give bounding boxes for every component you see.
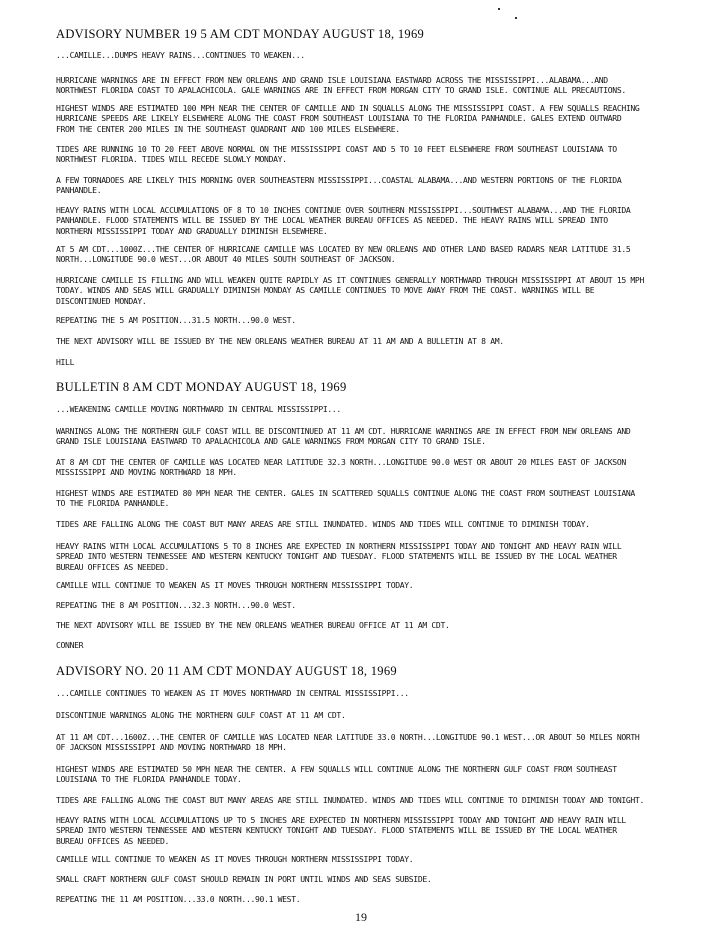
bulletin-summary: ...WEAKENING CAMILLE MOVING NORTHWARD IN CENTRAL MISSISSIPPI... xyxy=(56,404,341,414)
advisory-19-heading: ADVISORY NUMBER 19 5 AM CDT MONDAY AUGUST 18, 1969 xyxy=(56,27,425,41)
advisory-20-paragraph: HIGHEST WINDS ARE ESTIMATED 50 MPH NEAR THE CENTER. A FEW SQUALLS WILL CONTINUE ALONG THE NORTHERN GULF COAST FROM SOUTHEAST LOUISIANA TO THE FLORIDA PANHANDLE TODAY. xyxy=(56,764,617,785)
advisory-19-paragraph: HIGHEST WINDS ARE ESTIMATED 100 MPH NEAR THE CENTER OF CAMILLE AND IN SQUALLS ALONG THE MISSISSIPPI COAST. A FEW SQUALLS REACHING HURRICANE SPEEDS ARE LIKELY ELSEWHERE ALONG THE COAST FROM SOUTHEAST LOUISIANA TO THE FLORIDA PANHANDLE. GALES EXTEND OUTWARD FROM THE CENTER 200 MILES IN THE SOUTHEAST QUADRANT AND 100 MILES ELSEWHERE. xyxy=(56,103,640,134)
scan-speck xyxy=(515,17,517,19)
bulletin-paragraph: AT 8 AM CDT THE CENTER OF CAMILLE WAS LOCATED NEAR LATITUDE 32.3 NORTH...LONGITUDE 90.0 WEST OR ABOUT 20 MILES EAST OF JACKSON MISSISSIPPI AND MOVING NORTHWARD 18 MPH. xyxy=(56,457,626,478)
bulletin-paragraph: WARNINGS ALONG THE NORTHERN GULF COAST WILL BE DISCONTINUED AT 11 AM CDT. HURRICANE WARNINGS ARE IN EFFECT FROM NEW ORLEANS AND GRAND ISLE LOUISIANA EASTWARD TO APALACHICOLA AND GALE WARNINGS FROM MORGAN CITY TO GRAND ISLE. xyxy=(56,426,631,447)
bulletin-paragraph: THE NEXT ADVISORY WILL BE ISSUED BY THE NEW ORLEANS WEATHER BUREAU OFFICE AT 11 AM CDT. xyxy=(56,620,450,630)
advisory-19-paragraph: A FEW TORNADOES ARE LIKELY THIS MORNING OVER SOUTHEASTERN MISSISSIPPI...COASTAL ALABAMA...AND WESTERN PORTIONS OF THE FLORIDA PANHANDLE. xyxy=(56,175,622,196)
advisory-20-paragraph: HEAVY RAINS WITH LOCAL ACCUMULATIONS UP TO 5 INCHES ARE EXPECTED IN NORTHERN MISSISSIPPI TODAY AND TONIGHT AND HEAVY RAIN WILL SPREAD INTO WESTERN TENNESSEE AND WESTERN KENTUCKY TONIGHT AND TUESDAY. FLOOD STATEMENTS WILL BE ISSUED BY THE LOCAL WEATHER BUREAU OFFICES AS NEEDED. xyxy=(56,815,626,846)
scan-speck xyxy=(498,8,500,10)
advisory-20-paragraph: DISCONTINUE WARNINGS ALONG THE NORTHERN GULF COAST AT 11 AM CDT. xyxy=(56,710,346,720)
advisory-19-paragraph: REPEATING THE 5 AM POSITION...31.5 NORTH...90.0 WEST. xyxy=(56,315,296,325)
page-number: 19 xyxy=(355,910,367,924)
bulletin-heading: BULLETIN 8 AM CDT MONDAY AUGUST 18, 1969 xyxy=(56,380,347,394)
advisory-19-paragraph: AT 5 AM CDT...1000Z...THE CENTER OF HURRICANE CAMILLE WAS LOCATED BY NEW ORLEANS AND OTHER LAND BASED RADARS NEAR LATITUDE 31.5 NORTH...LONGITUDE 90.0 WEST...OR ABOUT 40 MILES SOUTH SOUTHEAST OF JACKSON. xyxy=(56,244,631,265)
bulletin-paragraph: HEAVY RAINS WITH LOCAL ACCUMULATIONS 5 TO 8 INCHES ARE EXPECTED IN NORTHERN MISSISSIPPI TODAY AND TONIGHT AND HEAVY RAIN WILL SPREAD INTO WESTERN TENNESSEE AND WESTERN KENTUCKY TONIGHT AND TUESDAY. FLOOD STATEMENTS WILL BE ISSUED BY THE LOCAL WEATHER BUREAU OFFICES AS NEEDED. xyxy=(56,541,622,572)
bulletin-paragraph: REPEATING THE 8 AM POSITION...32.3 NORTH...90.0 WEST. xyxy=(56,600,296,610)
bulletin-paragraph: HIGHEST WINDS ARE ESTIMATED 80 MPH NEAR THE CENTER. GALES IN SCATTERED SQUALLS CONTINUE ALONG THE COAST FROM SOUTHEAST LOUISIANA TO THE FLORIDA PANHANDLE. xyxy=(56,488,635,509)
advisory-20-summary: ...CAMILLE CONTINUES TO WEAKEN AS IT MOVES NORTHWARD IN CENTRAL MISSISSIPPI... xyxy=(56,688,409,698)
advisory-20-paragraph: SMALL CRAFT NORTHERN GULF COAST SHOULD REMAIN IN PORT UNTIL WINDS AND SEAS SUBSIDE. xyxy=(56,874,432,884)
advisory-20-paragraph: REPEATING THE 11 AM POSITION...33.0 NORTH...90.1 WEST. xyxy=(56,894,301,904)
bulletin-paragraph: TIDES ARE FALLING ALONG THE COAST BUT MANY AREAS ARE STILL INUNDATED. WINDS AND TIDES WILL CONTINUE TO DIMINISH TODAY. xyxy=(56,519,590,529)
advisory-19-paragraph: THE NEXT ADVISORY WILL BE ISSUED BY THE NEW ORLEANS WEATHER BUREAU AT 11 AM AND A BULLETIN AT 8 AM. xyxy=(56,336,504,346)
advisory-19-paragraph: TIDES ARE RUNNING 10 TO 20 FEET ABOVE NORMAL ON THE MISSISSIPPI COAST AND 5 TO 10 FEET ELSEWHERE FROM SOUTHEAST LOUISIANA TO NORTHWEST FLORIDA. TIDES WILL RECEDE SLOWLY MONDAY. xyxy=(56,144,617,165)
advisory-19-summary: ...CAMILLE...DUMPS HEAVY RAINS...CONTINUES TO WEAKEN... xyxy=(56,50,305,60)
advisory-19-paragraph: HURRICANE CAMILLE IS FILLING AND WILL WEAKEN QUITE RAPIDLY AS IT CONTINUES GENERALLY NORTHWARD THROUGH MISSISSIPPI AT ABOUT 15 MPH TODAY. WINDS AND SEAS WILL GRADUALLY DIMINISH MONDAY AS CAMILLE CONTINUES TO MOVE AWAY FROM THE COAST. WARNINGS WILL BE DISCONTINUED MONDAY. xyxy=(56,275,644,306)
advisory-20-paragraph: AT 11 AM CDT...1600Z...THE CENTER OF CAMILLE WAS LOCATED NEAR LATITUDE 33.0 NORTH...LONGITUDE 90.1 WEST...OR ABOUT 50 MILES NORTH OF JACKSON MISSISSIPPI AND MOVING NORTHWARD 18 MPH. xyxy=(56,732,640,753)
advisory-20-paragraph: TIDES ARE FALLING ALONG THE COAST BUT MANY AREAS ARE STILL INUNDATED. WINDS AND TIDES WILL CONTINUE TO DIMINISH TODAY AND TONIGHT. xyxy=(56,795,644,805)
advisory-20-paragraph: CAMILLE WILL CONTINUE TO WEAKEN AS IT MOVES THROUGH NORTHERN MISSISSIPPI TODAY. xyxy=(56,854,414,864)
advisory-19-paragraph: HEAVY RAINS WITH LOCAL ACCUMULATIONS OF 8 TO 10 INCHES CONTINUE OVER SOUTHERN MISSISSIPPI...SOUTHWEST ALABAMA...AND THE FLORIDA PANHANDLE. FLOOD STATEMENTS WILL BE ISSUED BY THE LOCAL WEATHER BUREAU OFFICES AS NEEDED. THE HEAVY RAINS WILL SPREAD INTO NORTHERN MISSISSIPPI TODAY AND GRADUALLY DIMINISH ELSEWHERE. xyxy=(56,205,631,236)
bulletin-paragraph: CAMILLE WILL CONTINUE TO WEAKEN AS IT MOVES THROUGH NORTHERN MISSISSIPPI TODAY. xyxy=(56,580,414,590)
advisory-19-signature: HILL xyxy=(56,357,75,367)
advisory-20-heading: ADVISORY NO. 20 11 AM CDT MONDAY AUGUST 18, 1969 xyxy=(56,664,397,678)
advisory-19-paragraph: HURRICANE WARNINGS ARE IN EFFECT FROM NEW ORLEANS AND GRAND ISLE LOUISIANA EASTWARD ACROSS THE MISSISSIPPI...ALABAMA...AND NORTHWEST FLORIDA COAST TO APALACHICOLA. GALE WARNINGS ARE IN EFFECT FROM MORGAN CITY TO GRAND ISLE. CONTINUE ALL PRECAUTIONS. xyxy=(56,75,626,96)
bulletin-signature: CONNER xyxy=(56,640,84,650)
